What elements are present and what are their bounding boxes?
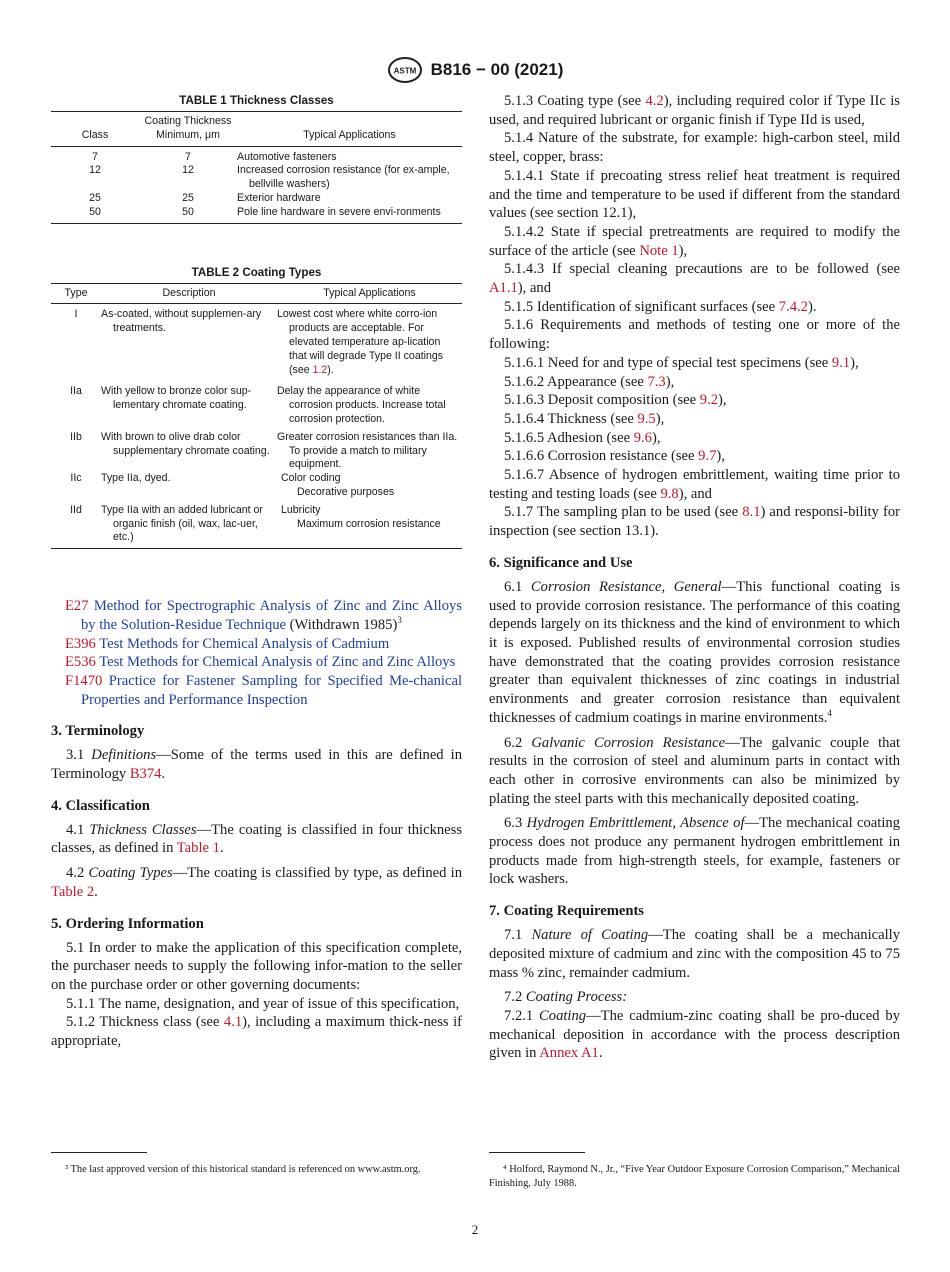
paragraph-text: ),	[716, 448, 725, 465]
table2-header-type: Type	[51, 283, 101, 304]
footnote-4: ⁴ Holford, Raymond N., Jr., “Five Year Outdoor Exposure Corrosion Comparison,” Mechanical Finishing, July 1988.	[489, 1164, 900, 1189]
section-link[interactable]: 9.7	[698, 448, 717, 465]
table-cell: IId	[51, 500, 101, 549]
footnote-divider	[51, 1152, 147, 1153]
paragraph	[51, 864, 462, 901]
paragraph-text: 5.1.3 Coating type (see	[504, 93, 646, 109]
section-heading-classification: 4. Classification	[51, 797, 150, 814]
paragraph-text: ).	[807, 298, 817, 315]
paragraph	[489, 814, 900, 889]
reference-item	[51, 635, 462, 654]
paragraph	[51, 821, 462, 858]
paragraph-text: 5.1.6.6 Corrosion resistance (see	[504, 448, 699, 465]
table-cell: Automotive fasteners	[237, 150, 337, 163]
paragraph-text: 5.1.6.5 Adhesion (see	[504, 429, 634, 446]
paragraph: 5.1 In order to make the application of this specification complete, the purchaser needs to supply the following infor-mation to the seller on the purchase order or other governing documents:	[51, 939, 462, 993]
section-link[interactable]: 8.1	[742, 504, 761, 521]
reference-item	[51, 597, 462, 634]
cell-text: ).	[327, 363, 334, 376]
table2-header-description: Description	[101, 283, 277, 304]
paragraph-text: 5.1.6.1 Need for and type of special test specimens (see	[504, 354, 832, 371]
section-link[interactable]: 4.2	[645, 93, 664, 109]
section-link[interactable]: 9.6	[633, 429, 652, 446]
paragraph-text: ),	[850, 354, 859, 371]
paragraph-text: —The galvanic couple that results in the corrosion of steel and aluminum parts in contact with each other in corrosive environments can also be minimized by plating the steel parts with this mechanically deposited coating.	[489, 734, 900, 807]
reference-title-link[interactable]: Practice for Fastener Sampling for Specified Me-chanical Properties and Performance Inspection	[81, 672, 462, 708]
cell-text: Lubricity	[281, 503, 321, 516]
table-row	[51, 192, 462, 206]
table-cell: I	[74, 308, 78, 321]
table-link[interactable]: Table 1	[176, 840, 220, 857]
reference-title-link[interactable]: Method for Spectrographic Analysis of Zinc and Zinc Alloys by the Solution-Residue Technique	[81, 598, 462, 633]
paragraph	[489, 373, 900, 392]
table-row	[51, 377, 462, 426]
footnote-divider	[489, 1152, 585, 1153]
standard-link[interactable]: B374	[129, 766, 162, 783]
paragraph-text: ),	[651, 429, 661, 446]
section-heading-significance: 6. Significance and Use	[489, 554, 633, 571]
table-cell: Type IIa with an added lubricant or organic finish (oil, wax, lac-uer, etc.)	[101, 500, 277, 549]
reference-suffix: (Withdrawn 1985)	[286, 616, 398, 633]
paragraph-title: Coating Process:	[525, 989, 628, 1006]
paragraph	[489, 1007, 900, 1063]
paragraph-title: Coating Types	[88, 865, 173, 882]
reference-item	[51, 672, 462, 709]
paragraph-text: 5.1.4.3 If special cleaning precautions are to be followed (see	[504, 261, 900, 278]
paragraph	[489, 734, 900, 809]
paragraph-text: —Some of the terms used in this are defined in Terminology	[51, 747, 462, 783]
paragraph	[489, 391, 900, 410]
paragraph-text: ),	[665, 373, 675, 390]
table-cell: Delay the appearance of white corrosion products. Increase total corrosion protection.	[277, 385, 446, 425]
table-cell: 7	[92, 150, 98, 163]
section-link[interactable]: 4.1	[223, 1014, 243, 1031]
cell-text: Lowest cost where white corro-ion products are acceptable. For elevated temperature ap-lication that will degrade Type II coatings (see	[277, 308, 444, 376]
section-link[interactable]: 1.2	[312, 363, 328, 376]
table-row	[51, 304, 462, 377]
reference-code-link[interactable]: E536	[65, 654, 96, 671]
paragraph-number: 6.2	[504, 734, 532, 751]
paragraph	[489, 92, 900, 129]
reference-code-link[interactable]: E27	[65, 598, 89, 615]
cell-text: Decorative purposes	[297, 485, 395, 498]
coating-types-table	[51, 283, 462, 550]
paragraph-text: .	[598, 1045, 603, 1062]
section-link[interactable]: 9.5	[637, 410, 656, 427]
table-cell: 50	[51, 206, 139, 223]
paragraph-text: ),	[655, 410, 665, 427]
table-cell: As-coated, without supplemen-ary treatments.	[101, 308, 262, 335]
cell-text: Maximum corrosion resistance	[297, 517, 441, 530]
paragraph-text: 5.1.4.2 State if special pretreatments are required to modify the surface of the article (see	[489, 223, 900, 259]
reference-title-link[interactable]: Test Methods for Chemical Analysis of Zinc and Zinc Alloys	[99, 654, 456, 671]
table2-header-applications: Typical Applications	[277, 283, 462, 304]
paragraph-text: ), including a maximum thick-ness if appropriate,	[51, 1014, 462, 1050]
page-header	[0, 56, 950, 84]
paragraph: 5.1.4 Nature of the substrate, for example: high-carbon steel, mild steel, copper, brass:	[489, 130, 900, 166]
paragraph-text: ), including required color if Type IIc is used, and required lubricant or organic finish if Type IId is used,	[489, 93, 900, 128]
table-cell: With yellow to bronze color sup-lementary chromate coating.	[101, 385, 252, 412]
paragraph-text: ), and	[678, 485, 712, 502]
footnote-marker: 4	[827, 707, 832, 718]
table1-header-applications: Typical Applications	[237, 112, 462, 147]
paragraph-title: Hydrogen Embrittlement, Absence of	[526, 815, 745, 832]
table-row	[51, 206, 462, 223]
table-cell: 25	[182, 191, 194, 204]
paragraph-text: 5.1.6.2 Appearance (see	[504, 373, 648, 390]
paragraph-text: ),	[718, 392, 727, 409]
table-cell: IIb	[70, 430, 82, 443]
paragraph-title: Nature of Coating	[531, 927, 649, 944]
section-link[interactable]: A1.1	[489, 280, 518, 297]
table-cell: 25	[89, 191, 101, 204]
section-link[interactable]: 7.4.2	[778, 298, 808, 315]
paragraph-text: —The coating is classified by type, as defined in	[172, 865, 462, 882]
paragraph-text: 5.1.6.7 Absence of hydrogen embrittlement, waiting time prior to testing and testing loads (see	[489, 467, 900, 502]
astm-logo-icon	[387, 56, 423, 84]
paragraph	[489, 466, 900, 503]
section-link[interactable]: 9.8	[660, 485, 679, 502]
paragraph	[489, 354, 900, 373]
table-cell: IIa	[70, 385, 82, 398]
paragraph: 5.1.4.1 State if precoating stress relief heat treatment is required and the time and temperature to be used if different from the standard values (see section 12.1),	[489, 167, 900, 222]
table-cell: Type IIa, dyed.	[101, 472, 171, 485]
table-cell: IIc	[70, 472, 82, 485]
paragraph	[489, 503, 900, 540]
paragraph-text: .	[219, 840, 224, 857]
footnote-3: ³ The last approved version of this historical standard is referenced on www.astm.org.	[65, 1164, 421, 1175]
reference-title-link[interactable]: Test Methods for Chemical Analysis of Cadmium	[99, 635, 390, 652]
table1-header-thickness: Coating Thickness Minimum, μm	[139, 112, 237, 147]
section-heading-ordering: 5. Ordering Information	[51, 915, 204, 932]
paragraph-text: 5.1.2 Thickness class (see	[66, 1014, 224, 1031]
paragraph	[489, 578, 900, 728]
table-cell: Exterior hardware	[237, 191, 321, 204]
paragraph-text: —This functional coating is used to provide corrosion resistance. The performance of this coating depends largely on its thickness and the kind of environment to which it is exposed. Published results of environmental corrosion studies have demonstrated that the coating provides corrosion resistance greater than equivalent thicknesses of zinc coatings in industrial environments and greater corrosion resistance than equivalent thicknesses of cadmium coatings in marine environments.	[489, 578, 901, 726]
annex-link[interactable]: Annex A1	[539, 1045, 599, 1062]
table-row	[51, 146, 462, 164]
section-link[interactable]: 7.3	[647, 373, 666, 390]
table1-header-class: Class	[51, 112, 139, 147]
paragraph-text: ),	[678, 242, 688, 259]
left-column	[51, 92, 462, 1051]
table-cell: 12	[182, 164, 194, 177]
paragraph: 5.1.6 Requirements and methods of testing one or more of the following:	[489, 317, 900, 353]
paragraph-text: 5.1.5 Identification of significant surfaces (see	[504, 298, 779, 315]
section-link[interactable]: 9.1	[831, 354, 851, 371]
paragraph-text: 5.1.7 The sampling plan to be used (see	[504, 504, 743, 521]
note-link[interactable]: Note 1	[639, 242, 679, 259]
table-cell	[277, 472, 462, 500]
paragraph-text: 5.1.6.4 Thickness (see	[504, 410, 638, 427]
table-cell: 12	[89, 164, 101, 177]
footnote-marker: 3	[397, 614, 402, 625]
table-cell: Increased corrosion resistance (for ex-ample, bellville washers)	[237, 164, 450, 191]
paragraph	[489, 298, 900, 317]
paragraph-text: .	[161, 766, 166, 783]
logo-lettering: ASTM	[393, 66, 416, 76]
paragraph-text: —The coating shall be a mechanically deposited mixture of cadmium and zinc with the composition 45 to 75 mass % zinc, remainder cadmium.	[489, 927, 900, 981]
table-cell: 7	[185, 150, 191, 163]
paragraph-number: 7.1	[504, 927, 532, 944]
paragraph	[51, 1013, 462, 1050]
paragraph-text: 5.1.6.3 Deposit composition (see	[504, 392, 700, 409]
paragraph-number: 4.1	[66, 821, 90, 838]
table1-caption: TABLE 1 Thickness Classes	[179, 94, 334, 107]
paragraph	[489, 223, 900, 260]
paragraph-text: .	[94, 883, 98, 900]
table-cell	[277, 304, 462, 377]
paragraph-text: ) and responsi-bility for inspection (see section 13.1).	[489, 504, 900, 540]
right-column	[489, 92, 900, 1063]
cell-text: Color coding	[281, 472, 341, 485]
paragraph-number: 3.1	[66, 747, 92, 764]
section-link[interactable]: 9.2	[699, 392, 719, 409]
paragraph-number: 7.2	[504, 989, 526, 1006]
paragraph-text: —The coating is classified in four thickness classes, as defined in	[51, 821, 463, 857]
paragraph	[51, 746, 462, 783]
section-heading-terminology: 3. Terminology	[51, 723, 145, 740]
reference-code-link[interactable]: E396	[65, 635, 96, 652]
paragraph-text: ), and	[517, 280, 552, 297]
table-cell	[277, 500, 462, 549]
paragraph-title: Corrosion Resistance, General	[530, 578, 722, 595]
document-designation: B816 − 00 (2021)	[430, 60, 564, 79]
paragraph-text: —The cadmium-zinc coating shall be pro-duced by mechanical deposition in accordance with the process description given in	[489, 1007, 900, 1062]
table2-caption: TABLE 2 Coating Types	[191, 265, 322, 279]
paragraph-title: Coating	[539, 1007, 587, 1024]
paragraph-title: Thickness Classes	[89, 821, 197, 838]
table-row	[51, 427, 462, 472]
table-row	[51, 472, 462, 500]
paragraph-number: 6.3	[504, 815, 527, 832]
table-row	[51, 500, 462, 549]
paragraph-number: 6.1	[504, 578, 531, 595]
paragraph-title: Definitions	[91, 747, 157, 764]
paragraph	[489, 447, 900, 466]
paragraph-number: 4.2	[66, 865, 89, 882]
paragraph	[489, 260, 900, 297]
paragraph	[489, 988, 900, 1007]
table-link[interactable]: Table 2	[51, 883, 95, 900]
section-heading-coating-requirements: 7. Coating Requirements	[489, 903, 644, 920]
paragraph-title: Galvanic Corrosion Resistance	[531, 734, 726, 751]
table-cell: Greater corrosion resistances than IIa. To provide a match to military equipment.	[277, 430, 458, 471]
paragraph	[489, 429, 900, 448]
paragraph-number: 7.2.1	[504, 1007, 540, 1024]
paragraph-text: —The mechanical coating process does not produce any permanent hydrogen embrittlement in products made from high-strength steels, for example, fasteners or lock washers.	[489, 815, 900, 888]
reference-code-link[interactable]: F1470	[65, 672, 103, 689]
page-number: 2	[471, 1222, 479, 1237]
table-cell: 50	[139, 206, 237, 223]
paragraph: 5.1.1 The name, designation, and year of issue of this specification,	[66, 995, 460, 1012]
thickness-classes-table	[51, 111, 462, 224]
table-cell: Pole line hardware in severe envi-ronments	[237, 206, 462, 223]
paragraph	[489, 926, 900, 982]
paragraph	[489, 410, 900, 429]
reference-item	[51, 653, 462, 672]
table-cell: With brown to olive drab color supplementary chromate coating.	[101, 430, 270, 457]
table-row	[51, 164, 462, 192]
